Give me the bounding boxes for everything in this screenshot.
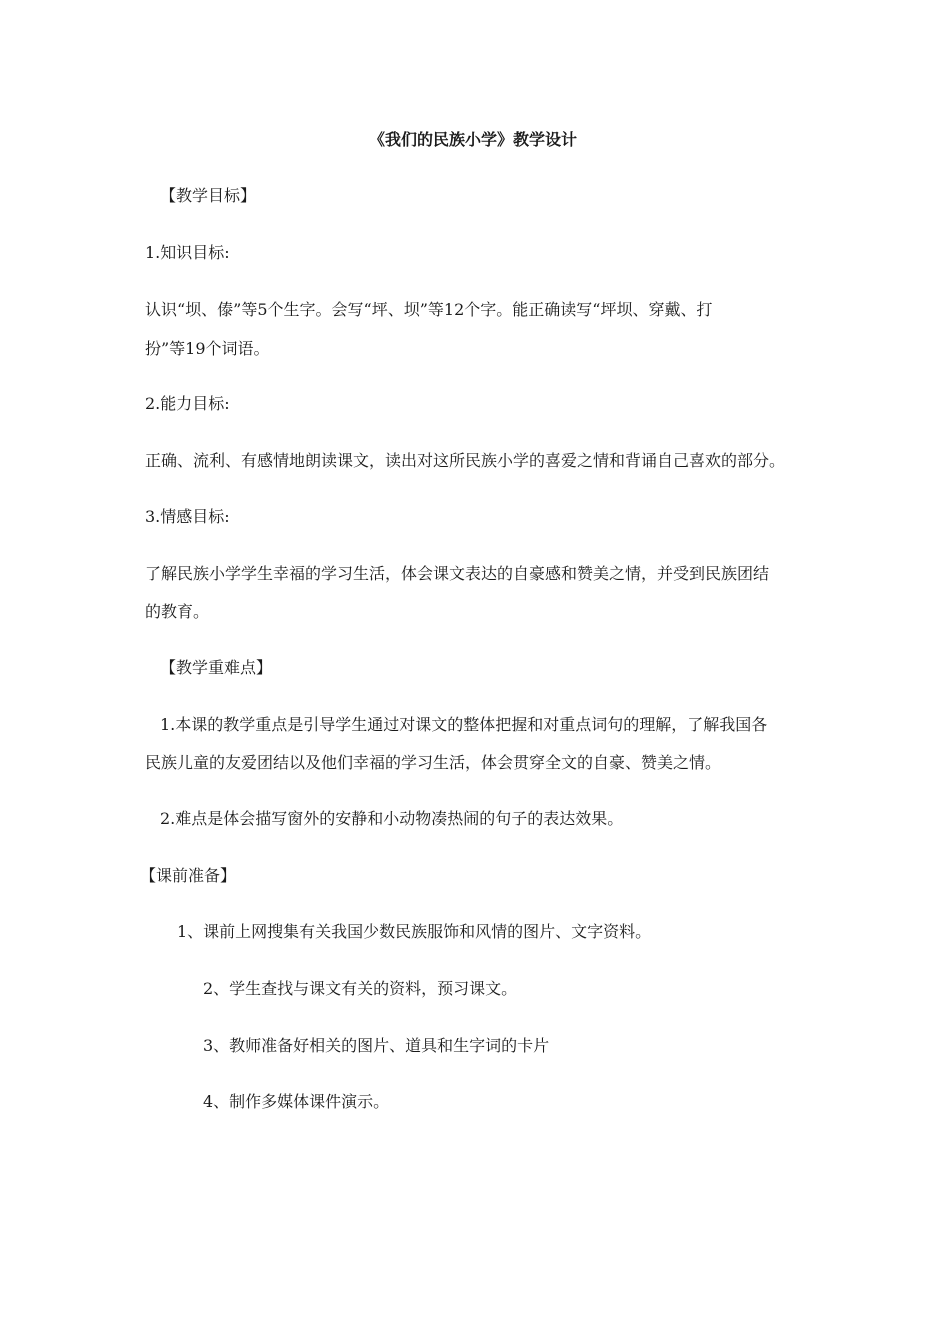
section-heading-objectives: 【教学目标】: [160, 186, 257, 205]
preparation-item-4: 4、制作多媒体课件演示。: [203, 1092, 390, 1111]
preparation-item-1: 1、课前上网搜集有关我国少数民族服饰和风情的图片、文字资料。: [177, 922, 652, 941]
ability-objective-heading: 2.能力目标:: [145, 394, 230, 413]
keypoint-1-line2: 民族儿童的友爱团结以及他们幸福的学习生活，体会贯穿全文的自豪、赞美之情。: [145, 753, 722, 772]
knowledge-objective-heading: 1.知识目标:: [145, 243, 230, 262]
emotion-objective-heading: 3.情感目标:: [145, 507, 230, 526]
preparation-item-3: 3、教师准备好相关的图片、道具和生字词的卡片: [203, 1036, 550, 1055]
keypoint-2: 2.难点是体会描写窗外的安静和小动物凑热闹的句子的表达效果。: [160, 809, 624, 828]
knowledge-objective-text-line1: 认识“坝、傣”等5个生字。会写“坪、坝”等12个字。能正确读写“坪坝、穿戴、打: [145, 300, 713, 319]
emotion-objective-text-line2: 的教育。: [145, 602, 210, 621]
section-heading-preparation: 【课前准备】: [140, 866, 237, 885]
preparation-item-2: 2、学生查找与课文有关的资料，预习课文。: [203, 979, 518, 998]
document-title: 《我们的民族小学》教学设计: [369, 130, 578, 149]
emotion-objective-text-line1: 了解民族小学学生幸福的学习生活，体会课文表达的自豪感和赞美之情，并受到民族团结: [145, 564, 770, 583]
ability-objective-text: 正确、流利、有感情地朗读课文，读出对这所民族小学的喜爱之情和背诵自己喜欢的部分。: [145, 451, 786, 470]
knowledge-objective-text-line2: 扮”等19个词语。: [145, 339, 270, 358]
keypoint-1-line1: 1.本课的教学重点是引导学生通过对课文的整体把握和对重点词句的理解，了解我国各: [160, 715, 768, 734]
section-heading-keypoints: 【教学重难点】: [160, 658, 273, 677]
